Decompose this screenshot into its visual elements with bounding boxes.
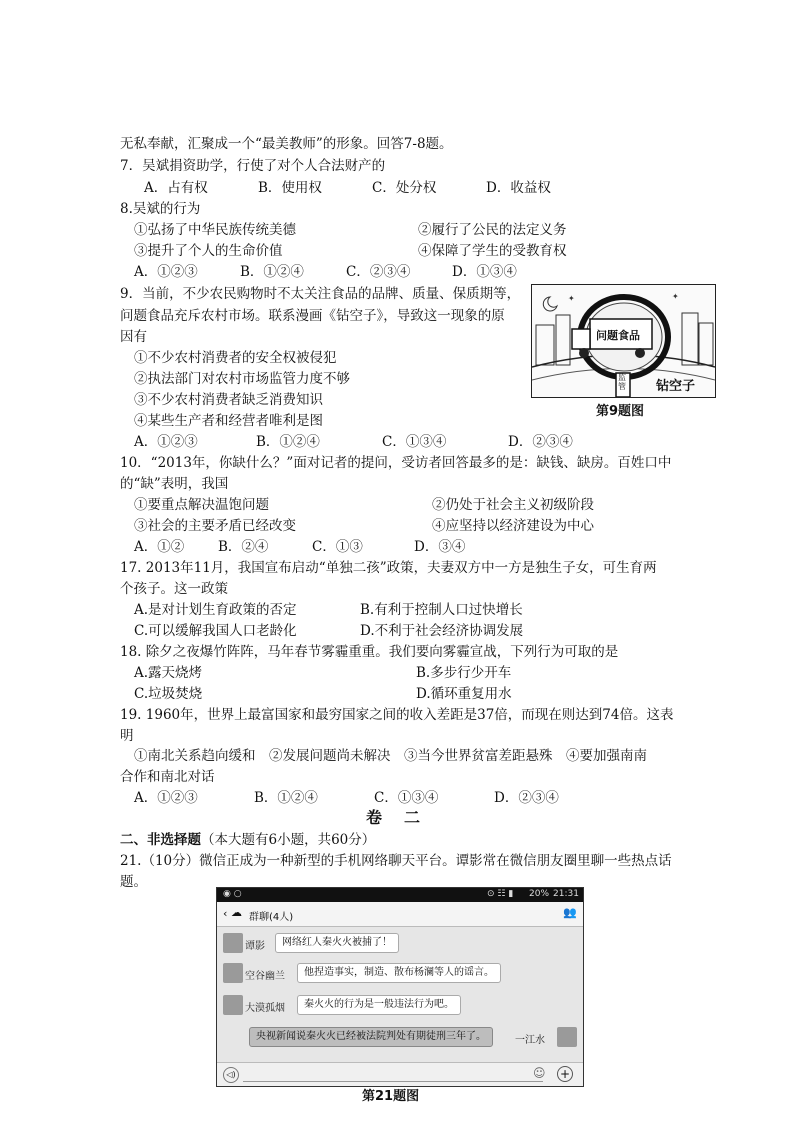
q9-option-b: B．①②④ (256, 434, 320, 450)
part2-heading-line (120, 830, 375, 850)
q9-figure-caption: 第9题图 (596, 404, 645, 419)
q9-item-2: ②执法部门对农村市场监管力度不够 (134, 371, 350, 387)
q10-option-a: A．①② (134, 539, 185, 555)
message-sender: 谭影 (245, 941, 265, 952)
q19-line-2: 明 (120, 728, 134, 744)
message-bubble[interactable]: 他捏造事实，制造、散布杨澜等人的谣言。 (297, 963, 501, 983)
wechat-screenshot (216, 887, 584, 1087)
group-members-icon[interactable]: 👥 (563, 906, 577, 919)
q10-option-b: B．②④ (218, 539, 269, 555)
chat-title: 群聊(4人) (249, 912, 294, 923)
q8-item-2: ②履行了公民的法定义务 (418, 222, 567, 238)
q7-option-a: A．占有权 (144, 180, 208, 196)
q18-option-b: B.多步行少开车 (416, 665, 512, 681)
q9-item-1: ①不少农村消费者的安全权被侵犯 (134, 350, 337, 366)
q18-stem: 18. 除夕之夜爆竹阵阵，马年春节雾霾重重。我们要向雾霾宣战，下列行为可取的是 (120, 644, 619, 660)
q19-option-d: D．②③④ (494, 790, 559, 806)
back-icon[interactable]: ‹ (223, 907, 228, 920)
part2-heading: 二、非选择题 (120, 832, 201, 848)
q21-figure-caption: 第21题图 (362, 1089, 420, 1104)
q19-items-line-1: ①南北关系趋向缓和 ②发展问题尚未解决 ③当今世界贫富差距悬殊 ④要加强南南 (134, 748, 647, 764)
section-title: 卷二 (366, 808, 443, 827)
status-bar (217, 888, 583, 902)
q17-option-a: A.是对计划生育政策的否定 (134, 602, 297, 618)
avatar[interactable] (223, 963, 243, 983)
q19-option-c: C．①③④ (374, 790, 439, 806)
q17-line-2: 个孩子。这一政策 (120, 581, 228, 597)
q7-option-c: C．处分权 (372, 180, 437, 196)
signal-icon: ⊙ ☷ ▮ (487, 889, 514, 899)
q7-option-b: B．使用权 (258, 180, 322, 196)
q9-cartoon (531, 284, 716, 398)
q7-option-d: D．收益权 (486, 180, 551, 196)
message-bubble[interactable]: 秦火火的行为是一般违法行为吧。 (297, 995, 461, 1015)
svg-text:✦: ✦ (568, 294, 575, 303)
chat-title-bar (217, 902, 583, 927)
message-input-bar (217, 1062, 583, 1087)
q8-item-3: ③提升了个人的生命价值 (134, 243, 283, 259)
avatar[interactable] (223, 933, 243, 953)
q8-option-b: B．①②④ (240, 264, 304, 280)
cartoon-title: 钻空子 (656, 379, 696, 394)
battery-level: 20% (529, 889, 550, 899)
svg-text:✦: ✦ (672, 292, 679, 301)
message-input[interactable] (243, 1081, 543, 1082)
q17-option-d: D.不利于社会经济协调发展 (360, 623, 524, 639)
q7-stem: 7．吴斌捐资助学，行使了对个人合法财产的 (120, 158, 386, 174)
q8-option-c: C．②③④ (346, 264, 411, 280)
voice-icon[interactable]: ◁) (223, 1067, 239, 1083)
q9-option-d: D．②③④ (508, 434, 573, 450)
q18-option-d: D.循环重复用水 (416, 686, 512, 702)
intro-line: 无私奉献，汇聚成一个“最美教师”的形象。回答7-8题。 (120, 136, 453, 152)
q17-line-1: 17. 2013年11月，我国宣布启动“单独二孩”政策，夫妻双方中一方是独生子女，可生育两 (120, 560, 657, 576)
q17-option-b: B.有利于控制人口过快增长 (360, 602, 523, 618)
message-sender: 大漠孤烟 (245, 1003, 285, 1014)
q10-line-1: 10．“2013年，你缺什么？”面对记者的提问，受访者回答最多的是：缺钱、缺房。百姓口中 (120, 455, 672, 471)
q10-item-2: ②仍处于社会主义初级阶段 (432, 497, 594, 513)
cartoon-truck-label: 问题食品 (596, 329, 640, 342)
q9-option-a: A．①②③ (134, 434, 198, 450)
part2-note: （本大题有6小题，共60分） (201, 832, 376, 848)
message-sender: 空谷幽兰 (245, 971, 285, 982)
q10-item-4: ④应坚持以经济建设为中心 (432, 518, 594, 534)
q18-option-a: A.露天烧烤 (134, 665, 203, 681)
q19-option-a: A．①②③ (134, 790, 198, 806)
message-bubble-self[interactable]: 央视新闻说秦火火已经被法院判处有期徒刑三年了。 (249, 1027, 493, 1047)
q19-items-line-2: 合作和南北对话 (120, 769, 215, 785)
q21-line-2: 题。 (120, 874, 147, 890)
app-icon: ◉ ○ (223, 889, 242, 899)
q9-line-1: 9．当前，不少农民购物时不太关注食品的品牌、质量、保质期等， (120, 286, 521, 302)
q8-stem: 8.吴斌的行为 (120, 201, 201, 217)
q10-option-d: D．③④ (414, 539, 466, 555)
cartoon-handle-label: 监管 (618, 373, 626, 391)
q17-option-c: C.可以缓解我国人口老龄化 (134, 623, 297, 639)
avatar[interactable] (223, 995, 243, 1015)
q9-line-3: 因有 (120, 329, 147, 345)
q8-item-1: ①弘扬了中华民族传统美德 (134, 222, 296, 238)
q10-line-2: 的“缺”表明，我国 (120, 476, 229, 492)
q8-option-a: A．①②③ (134, 264, 198, 280)
q9-line-2: 问题食品充斥农村市场。联系漫画《钻空子》，导致这一现象的原 (120, 308, 505, 324)
avatar-self[interactable] (557, 1027, 577, 1047)
wechat-icon: ☁ (231, 906, 242, 919)
q8-item-4: ④保障了学生的受教育权 (418, 243, 567, 259)
q19-line-1: 19. 1960年，世界上最富国家和最穷国家之间的收入差距是37倍，而现在则达到74倍。这表 (120, 707, 674, 723)
status-time: 21:31 (553, 889, 579, 899)
q9-item-4: ④某些生产者和经营者唯利是图 (134, 413, 323, 429)
message-sender-self: 一江水 (515, 1035, 545, 1046)
q10-item-3: ③社会的主要矛盾已经改变 (134, 518, 296, 534)
q8-option-d: D．①③④ (452, 264, 517, 280)
q18-option-c: C.垃圾焚烧 (134, 686, 203, 702)
q9-item-3: ③不少农村消费者缺乏消费知识 (134, 392, 323, 408)
q10-option-c: C．①③ (312, 539, 363, 555)
q10-item-1: ①要重点解决温饱问题 (134, 497, 269, 513)
q9-option-c: C．①③④ (382, 434, 447, 450)
q21-line-1: 21.（10分）微信正成为一种新型的手机网络聊天平台。谭影常在微信朋友圈里聊一些热点话 (120, 853, 672, 869)
emoji-icon[interactable]: ☺ (533, 1066, 546, 1080)
q19-option-b: B．①②④ (254, 790, 318, 806)
plus-icon[interactable]: + (557, 1066, 573, 1082)
chat-area (217, 927, 583, 1062)
message-bubble[interactable]: 网络红人秦火火被捕了！ (275, 933, 399, 953)
